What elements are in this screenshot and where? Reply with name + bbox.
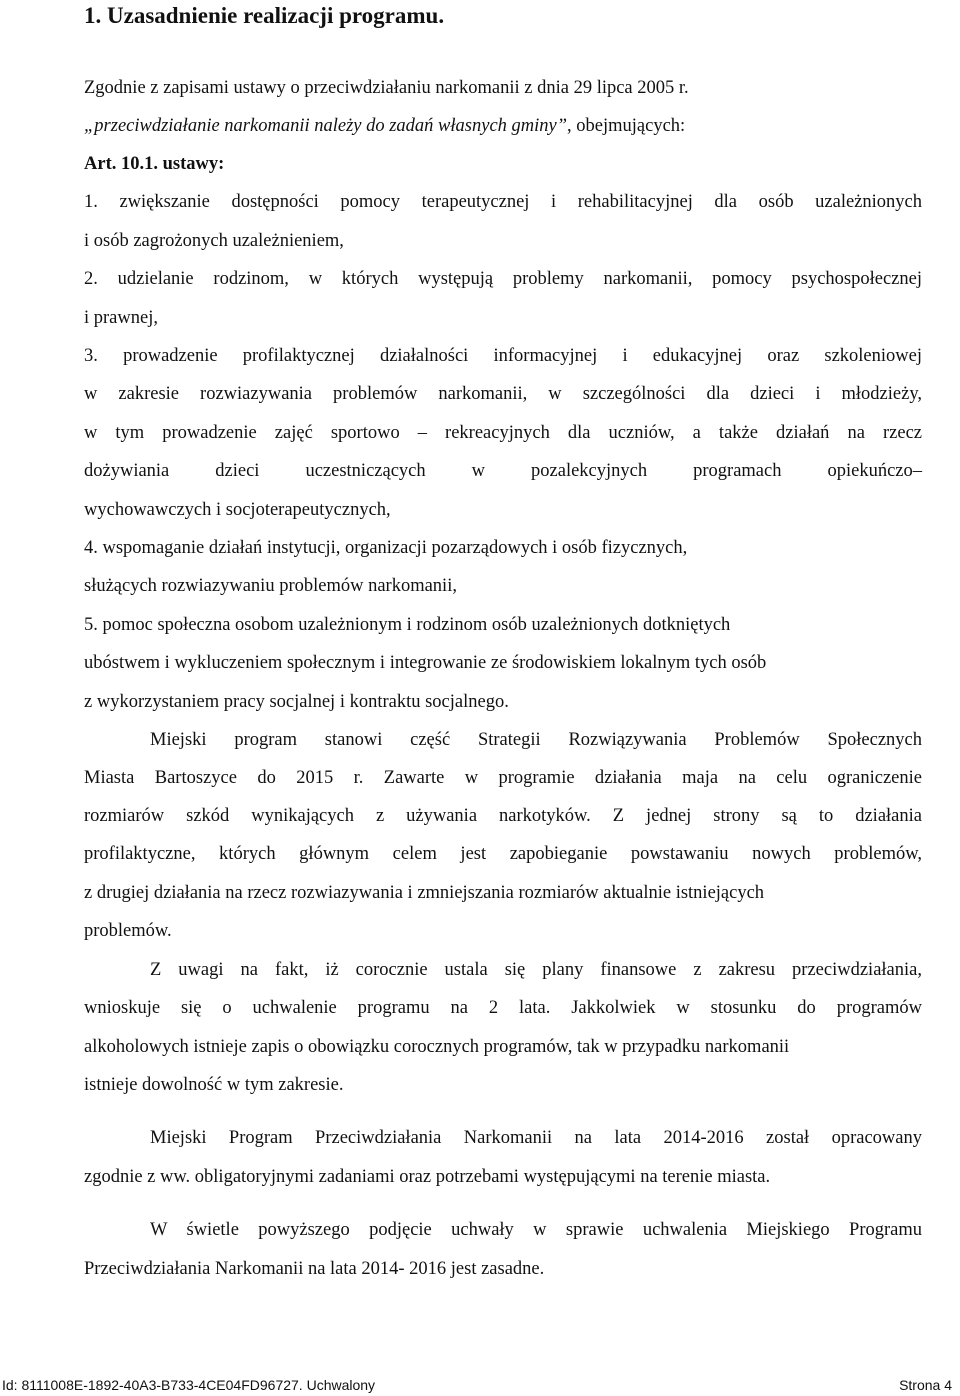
paragraph-2-line: Z uwagi na fakt, iż corocznie ustala się plany finansowe z zakresu przeciwdziałania, [150,960,922,980]
list-item-1-line: 1. zwiększanie dostępności pomocy terapeutycznej i rehabilitacyjnej dla osób uzależnionych [84,192,922,212]
paragraph-2-line: wnioskuje się o uchwalenie programu na 2 lata. Jakkolwiek w stosunku do programów [84,998,922,1018]
list-item-3-line: dożywiania dzieci uczestniczących w pozalekcyjnych programach opiekuńczo– [84,461,922,481]
page-number: Strona 4 [899,1377,952,1393]
list-item-3-line: w zakresie rozwiazywania problemów narkomanii, w szczególności dla dzieci i młodzieży, [84,384,922,404]
paragraph-1-line: z drugiej działania na rzecz rozwiazywania i zmniejszania rozmiarów aktualnie istniejących [84,883,765,903]
article-reference: Art. 10.1. ustawy: [84,154,225,174]
law-quote-rest: , obejmujących: [567,116,686,136]
list-item-3-line: wychowawczych i socjoterapeutycznych, [84,500,391,520]
intro-line: Zgodnie z zapisami ustawy o przeciwdziałaniu narkomanii z dnia 29 lipca 2005 r. [84,78,689,98]
document-id-footer: Id: 8111008E-1892-40A3-B733-4CE04FD96727. Uchwalony [2,1377,376,1393]
paragraph-1-line: Miasta Bartoszyce do 2015 r. Zawarte w programie działania maja na celu ograniczenie [84,768,922,788]
list-item-2-line: 2. udzielanie rodzinom, w których występują problemy narkomanii, pomocy psychospołecznej [84,269,922,289]
list-item-4-line: służących rozwiazywaniu problemów narkomanii, [84,576,457,596]
paragraph-4-line: Przeciwdziałania Narkomanii na lata 2014- 2016 jest zasadne. [84,1259,545,1279]
paragraph-4-line: W świetle powyższego podjęcie uchwały w sprawie uchwalenia Miejskiego Programu [150,1220,922,1240]
paragraph-1-line: Miejski program stanowi część Strategii Rozwiązywania Problemów Społecznych [150,730,922,750]
list-item-5-line: 5. pomoc społeczna osobom uzależnionym i rodzinom osób uzależnionych dotkniętych [84,615,731,635]
paragraph-3-line: Miejski Program Przeciwdziałania Narkomanii na lata 2014-2016 został opracowany [150,1128,922,1148]
list-item-3-line: w tym prowadzenie zajęć sportowo – rekreacyjnych dla uczniów, a także działań na rzecz [84,423,922,443]
list-item-2-line: i prawnej, [84,308,158,328]
paragraph-1-line: problemów. [84,921,172,941]
list-item-5-line: ubóstwem i wykluczeniem społecznym i integrowanie ze środowiskiem lokalnym tych osób [84,653,767,673]
paragraph-1-line: profilaktyczne, których głównym celem jest zapobieganie powstawaniu nowych problemów, [84,844,922,864]
paragraph-1-line: rozmiarów szkód wynikających z używania narkotyków. Z jednej strony są to działania [84,806,922,826]
paragraph-2-line: alkoholowych istnieje zapis o obowiązku corocznych programów, tak w przypadku narkomanii [84,1037,790,1057]
section-heading: 1. Uzasadnienie realizacji programu. [84,3,445,28]
list-item-4-line: 4. wspomaganie działań instytucji, organizacji pozarządowych i osób fizycznych, [84,538,688,558]
list-item-1-line: i osób zagrożonych uzależnieniem, [84,231,344,251]
list-item-5-line: z wykorzystaniem pracy socjalnej i kontraktu socjalnego. [84,692,509,712]
paragraph-3-line: zgodnie z ww. obligatoryjnymi zadaniami oraz potrzebami występującymi na terenie miasta. [84,1167,771,1187]
intro-quote-line [84,114,685,138]
list-item-3-line: 3. prowadzenie profilaktycznej działalności informacyjnej i edukacyjnej oraz szkoleniowej [84,346,922,366]
law-quote: „przeciwdziałanie narkomanii należy do zadań własnych gminy” [84,116,568,136]
paragraph-2-line: istnieje dowolność w tym zakresie. [84,1075,344,1095]
